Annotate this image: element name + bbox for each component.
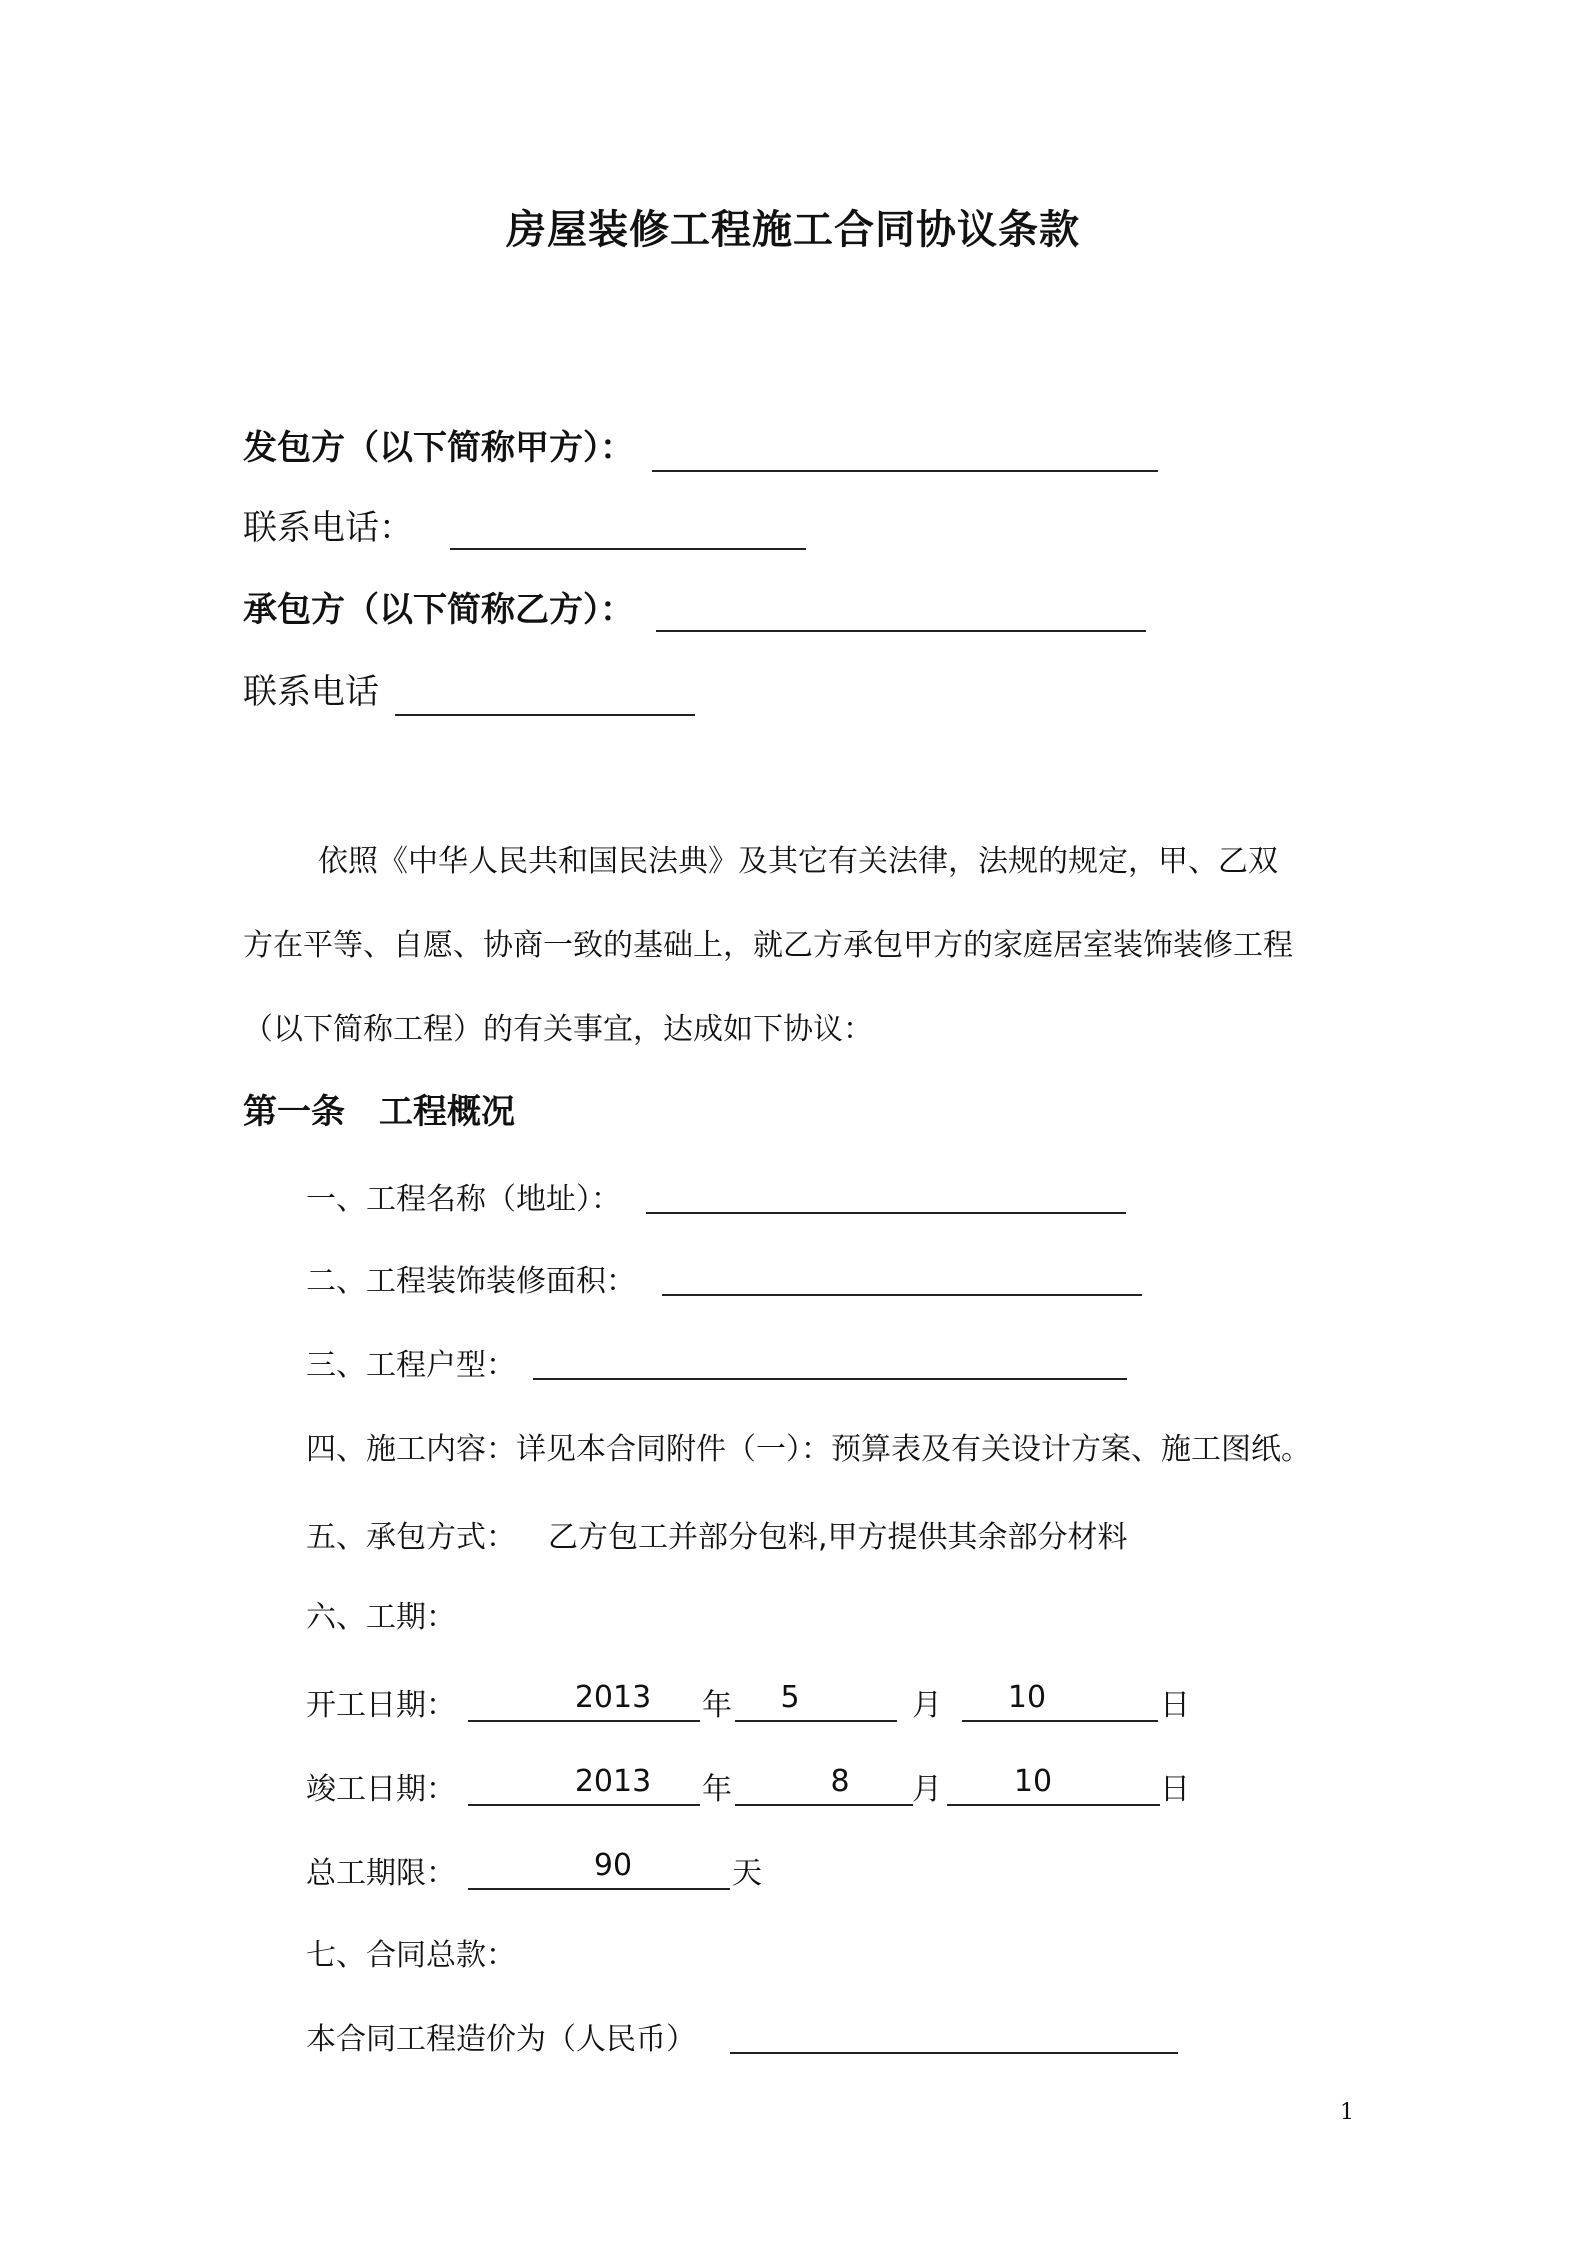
end-month-unit: 月 [912, 1772, 942, 1807]
phone-a-label: 联系电话： [243, 508, 413, 548]
end-month-blank[interactable] [735, 1804, 913, 1806]
start-date-label: 开工日期： [306, 1688, 456, 1723]
start-month-unit: 月 [912, 1688, 942, 1723]
item-2-blank[interactable] [662, 1294, 1142, 1296]
start-day-value: 10 [1007, 1680, 1047, 1715]
party-a-blank[interactable] [652, 470, 1158, 472]
start-year-unit: 年 [702, 1688, 732, 1723]
intro-line-3: （以下简称工程）的有关事宜，达成如下协议： [243, 1012, 873, 1047]
document-title: 房屋装修工程施工合同协议条款 [506, 207, 1080, 253]
intro-line-2: 方在平等、自愿、协商一致的基础上，就乙方承包甲方的家庭居室装饰装修工程 [243, 928, 1293, 963]
item-5-label: 五、承包方式： [306, 1520, 516, 1555]
end-day-blank[interactable] [947, 1804, 1160, 1806]
contract-price-blank[interactable] [730, 2052, 1178, 2054]
intro-line-1: 依照《中华人民共和国民法典》及其它有关法律，法规的规定，甲、乙双 [318, 844, 1278, 879]
section-1-heading: 第一条 工程概况 [243, 1092, 515, 1132]
party-a-label: 发包方（以下简称甲方）： [243, 428, 634, 468]
party-b-label: 承包方（以下简称乙方）： [243, 590, 634, 630]
start-month-value: 5 [780, 1680, 800, 1715]
item-3-label: 三、工程户型： [306, 1348, 516, 1383]
start-month-blank[interactable] [735, 1720, 897, 1722]
item-3-blank[interactable] [533, 1378, 1127, 1380]
start-day-blank[interactable] [962, 1720, 1158, 1722]
item-5-value: 乙方包工并部分包料,甲方提供其余部分材料 [548, 1520, 1128, 1555]
end-date-label: 竣工日期： [306, 1772, 456, 1807]
item-6-label: 六、工期： [306, 1600, 456, 1635]
phone-b-label: 联系电话 [243, 672, 379, 712]
total-duration-unit: 天 [732, 1856, 762, 1891]
total-duration-blank[interactable] [468, 1888, 730, 1890]
start-year-value: 2013 [574, 1680, 652, 1715]
end-year-unit: 年 [702, 1772, 732, 1807]
item-1-blank[interactable] [646, 1212, 1126, 1214]
item-7-label: 七、合同总款： [306, 1938, 516, 1973]
item-1-label: 一、工程名称（地址）： [306, 1182, 621, 1217]
end-year-value: 2013 [574, 1764, 652, 1799]
contract-price-label: 本合同工程造价为（人民币） [306, 2022, 696, 2057]
item-4-text: 四、施工内容：详见本合同附件（一）：预算表及有关设计方案、施工图纸。 [306, 1432, 1311, 1467]
item-2-label: 二、工程装饰装修面积： [306, 1264, 636, 1299]
total-duration-value: 90 [593, 1848, 633, 1883]
start-day-unit: 日 [1160, 1688, 1190, 1723]
page-number: 1 [1340, 2100, 1354, 2125]
phone-a-blank[interactable] [450, 548, 806, 550]
end-year-blank[interactable] [468, 1804, 700, 1806]
start-year-blank[interactable] [468, 1720, 700, 1722]
phone-b-blank[interactable] [395, 714, 695, 716]
end-day-unit: 日 [1160, 1772, 1190, 1807]
end-day-value: 10 [1013, 1764, 1053, 1799]
party-b-blank[interactable] [656, 630, 1146, 632]
total-duration-label: 总工期限： [306, 1856, 456, 1891]
end-month-value: 8 [830, 1764, 850, 1799]
